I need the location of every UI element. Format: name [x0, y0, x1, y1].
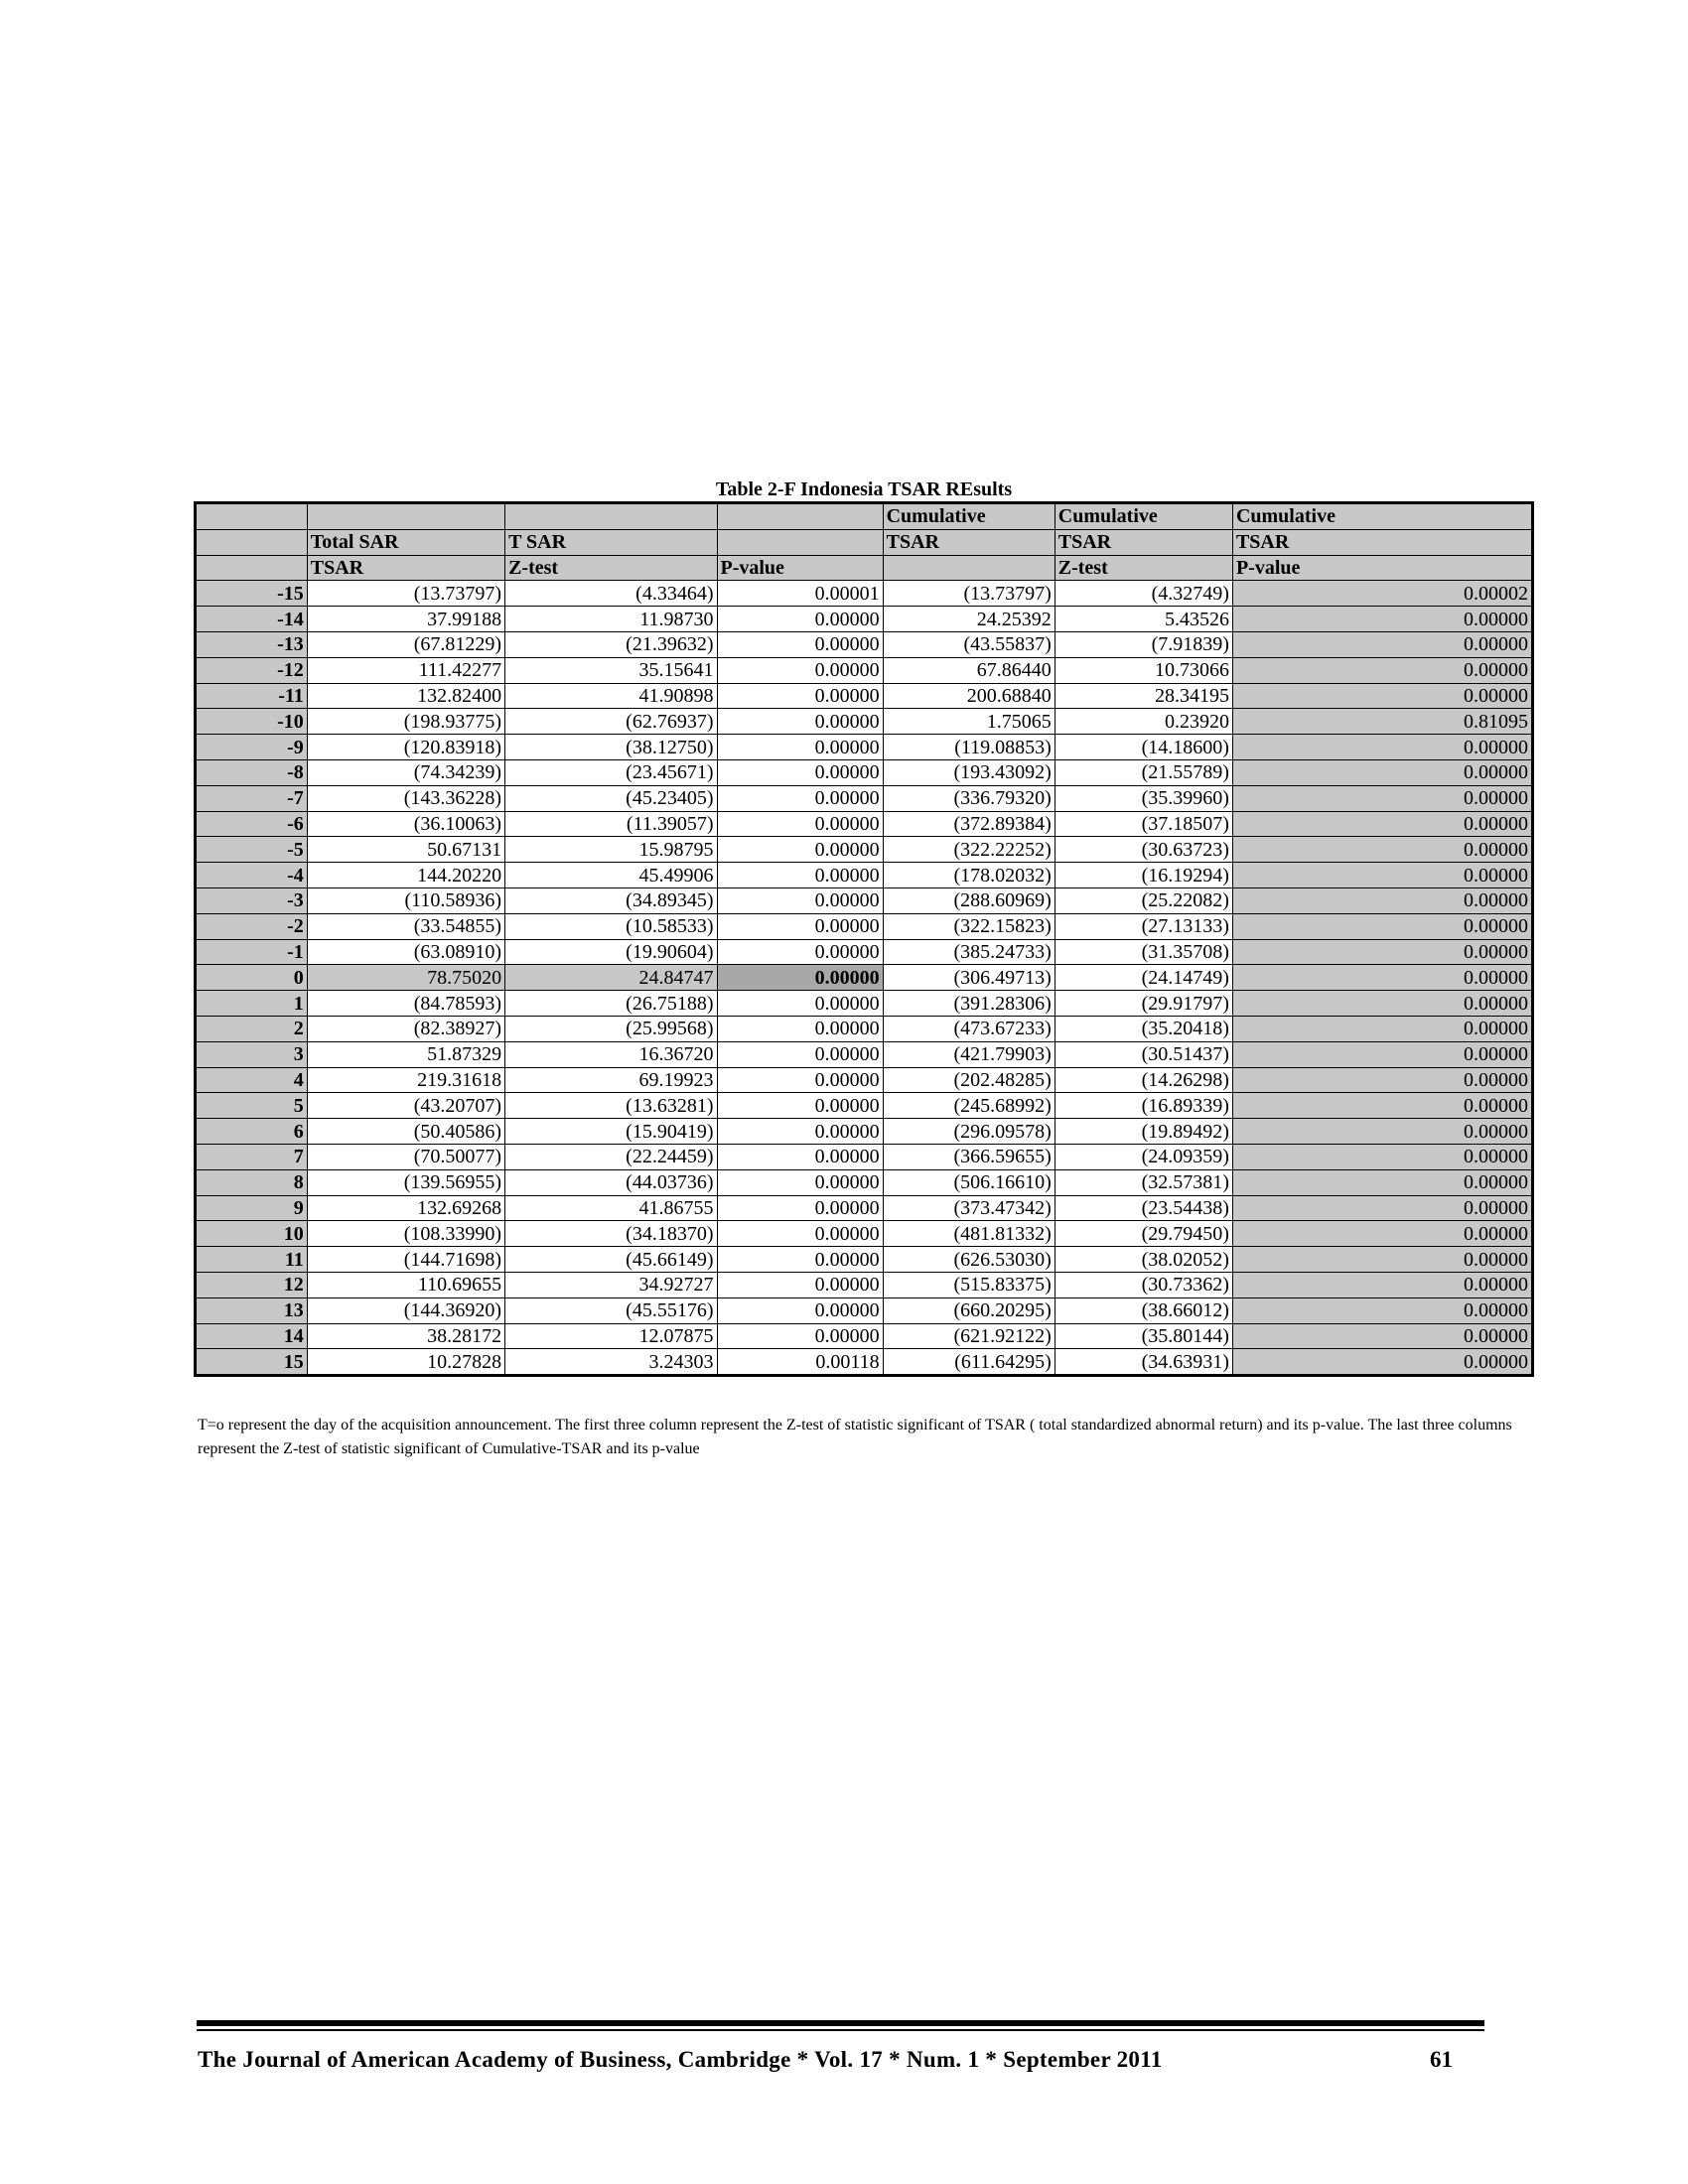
cell-day: -13 [196, 631, 308, 657]
cell-day: 1 [196, 991, 308, 1017]
cell-tsar-z-test: 35.15641 [505, 657, 717, 683]
cell-cumulative-z-test: (29.79450) [1055, 1221, 1232, 1247]
cell-cumulative-z-test: 10.73066 [1055, 657, 1232, 683]
cell-tsar-p-value: 0.00000 [717, 1119, 883, 1145]
table-row [196, 991, 1533, 1017]
header-row [196, 529, 1533, 555]
cell-tsar-z-test: (44.03736) [505, 1169, 717, 1195]
cell-tsar-p-value: 0.00000 [717, 1169, 883, 1195]
cell-tsar-z-test: (13.63281) [505, 1093, 717, 1119]
cell-tsar-p-value: 0.00000 [717, 1272, 883, 1297]
cell-total-sar-tsar: 51.87329 [307, 1041, 504, 1067]
cell-tsar-z-test: (62.76937) [505, 709, 717, 735]
cell-tsar-p-value: 0.00000 [717, 1144, 883, 1169]
cell-cumulative-tsar: (43.55837) [883, 631, 1055, 657]
cell-day: -3 [196, 887, 308, 913]
cell-cumulative-tsar: (13.73797) [883, 581, 1055, 607]
cell-cumulative-p-value: 0.00000 [1232, 1195, 1532, 1221]
table-row [196, 657, 1533, 683]
cell-cumulative-z-test: (30.63723) [1055, 837, 1232, 863]
table-caption: Table 2-F Indonesia TSAR REsults [715, 478, 1013, 500]
cell-cumulative-z-test: (34.63931) [1055, 1349, 1232, 1376]
cell-total-sar-tsar: (43.20707) [307, 1093, 504, 1119]
header-cell-cumulative-p-value: TSAR [1232, 529, 1532, 555]
cell-tsar-p-value: 0.00000 [717, 1323, 883, 1349]
cell-cumulative-z-test: (25.22082) [1055, 887, 1232, 913]
cell-tsar-z-test: (45.66149) [505, 1247, 717, 1273]
header-cell-cumulative-z-test: Cumulative [1055, 503, 1232, 530]
cell-tsar-p-value: 0.00000 [717, 1297, 883, 1323]
table-row [196, 1067, 1533, 1093]
header-cell-total-sar-tsar [307, 503, 504, 530]
cell-cumulative-z-test: (7.91839) [1055, 631, 1232, 657]
cell-cumulative-p-value: 0.00002 [1232, 581, 1532, 607]
cell-cumulative-p-value: 0.00000 [1232, 1119, 1532, 1145]
cell-day: 13 [196, 1297, 308, 1323]
cell-tsar-z-test: (34.18370) [505, 1221, 717, 1247]
table-row [196, 1297, 1533, 1323]
footer-page-number: 61 [1430, 2047, 1453, 2072]
cell-cumulative-p-value: 0.00000 [1232, 1221, 1532, 1247]
header-cell-total-sar-tsar: Total SAR [307, 529, 504, 555]
cell-total-sar-tsar: (70.50077) [307, 1144, 504, 1169]
cell-tsar-p-value: 0.00000 [717, 1016, 883, 1041]
cell-tsar-z-test: (19.90604) [505, 939, 717, 965]
cell-cumulative-p-value: 0.00000 [1232, 991, 1532, 1017]
table-row [196, 863, 1533, 888]
cell-tsar-z-test: 45.49906 [505, 863, 717, 888]
cell-cumulative-z-test: (21.55789) [1055, 759, 1232, 785]
cell-tsar-p-value: 0.00000 [717, 1041, 883, 1067]
cell-total-sar-tsar: (120.83918) [307, 735, 504, 760]
header-cell-total-sar-tsar: TSAR [307, 555, 504, 581]
cell-total-sar-tsar: 144.20220 [307, 863, 504, 888]
cell-tsar-z-test: 41.86755 [505, 1195, 717, 1221]
table-row [196, 759, 1533, 785]
table-row [196, 1221, 1533, 1247]
cell-cumulative-tsar: (515.83375) [883, 1272, 1055, 1297]
table-row [196, 1169, 1533, 1195]
cell-cumulative-z-test: 28.34195 [1055, 683, 1232, 709]
cell-tsar-z-test: (45.23405) [505, 785, 717, 811]
cell-day: 2 [196, 1016, 308, 1041]
cell-day: 3 [196, 1041, 308, 1067]
cell-cumulative-z-test: (35.20418) [1055, 1016, 1232, 1041]
cell-tsar-p-value: 0.00000 [717, 631, 883, 657]
cell-cumulative-tsar: (119.08853) [883, 735, 1055, 760]
cell-cumulative-tsar: (202.48285) [883, 1067, 1055, 1093]
cell-cumulative-tsar: (322.22252) [883, 837, 1055, 863]
cell-total-sar-tsar: 37.99188 [307, 607, 504, 632]
cell-total-sar-tsar: (144.71698) [307, 1247, 504, 1273]
cell-cumulative-tsar: (391.28306) [883, 991, 1055, 1017]
cell-day: 10 [196, 1221, 308, 1247]
cell-cumulative-tsar: (306.49713) [883, 965, 1055, 991]
cell-total-sar-tsar: (139.56955) [307, 1169, 504, 1195]
table-row [196, 735, 1533, 760]
cell-cumulative-tsar: (626.53030) [883, 1247, 1055, 1273]
footer-rule-thin [197, 2029, 1484, 2031]
table-row [196, 1272, 1533, 1297]
cell-cumulative-p-value: 0.00000 [1232, 811, 1532, 837]
cell-cumulative-p-value: 0.00000 [1232, 683, 1532, 709]
cell-tsar-p-value: 0.00000 [717, 683, 883, 709]
cell-day: -11 [196, 683, 308, 709]
cell-cumulative-p-value: 0.00000 [1232, 607, 1532, 632]
header-row [196, 503, 1533, 530]
cell-tsar-z-test: 16.36720 [505, 1041, 717, 1067]
cell-cumulative-z-test: (35.39960) [1055, 785, 1232, 811]
cell-cumulative-z-test: (30.73362) [1055, 1272, 1232, 1297]
cell-cumulative-z-test: (38.02052) [1055, 1247, 1232, 1273]
cell-tsar-z-test: (10.58533) [505, 913, 717, 939]
table-row [196, 1349, 1533, 1376]
cell-day: 9 [196, 1195, 308, 1221]
cell-cumulative-p-value: 0.00000 [1232, 965, 1532, 991]
cell-cumulative-z-test: (16.89339) [1055, 1093, 1232, 1119]
cell-total-sar-tsar: (143.36228) [307, 785, 504, 811]
cell-tsar-p-value: 0.00000 [717, 607, 883, 632]
cell-cumulative-z-test: (27.13133) [1055, 913, 1232, 939]
cell-tsar-p-value: 0.00000 [717, 1093, 883, 1119]
cell-total-sar-tsar: (82.38927) [307, 1016, 504, 1041]
header-cell-day [196, 555, 308, 581]
cell-day: 11 [196, 1247, 308, 1273]
cell-cumulative-tsar: (245.68992) [883, 1093, 1055, 1119]
cell-cumulative-p-value: 0.00000 [1232, 657, 1532, 683]
cell-cumulative-tsar: (421.79903) [883, 1041, 1055, 1067]
cell-tsar-p-value: 0.00000 [717, 735, 883, 760]
cell-day: 15 [196, 1349, 308, 1376]
table-row [196, 1247, 1533, 1273]
cell-cumulative-z-test: (29.91797) [1055, 991, 1232, 1017]
cell-cumulative-z-test: (4.32749) [1055, 581, 1232, 607]
table-row [196, 1093, 1533, 1119]
cell-cumulative-p-value: 0.00000 [1232, 1297, 1532, 1323]
cell-total-sar-tsar: 132.82400 [307, 683, 504, 709]
cell-cumulative-p-value: 0.00000 [1232, 1041, 1532, 1067]
cell-day: -10 [196, 709, 308, 735]
cell-cumulative-tsar: (322.15823) [883, 913, 1055, 939]
table-row [196, 887, 1533, 913]
cell-cumulative-tsar: 200.68840 [883, 683, 1055, 709]
table-row [196, 581, 1533, 607]
table-row [196, 811, 1533, 837]
cell-tsar-p-value: 0.00000 [717, 811, 883, 837]
table-body [196, 503, 1533, 1376]
cell-cumulative-z-test: (31.35708) [1055, 939, 1232, 965]
cell-tsar-z-test: (11.39057) [505, 811, 717, 837]
cell-tsar-z-test: 11.98730 [505, 607, 717, 632]
header-cell-tsar-z-test: Z-test [505, 555, 717, 581]
cell-total-sar-tsar: 219.31618 [307, 1067, 504, 1093]
cell-cumulative-z-test: (24.14749) [1055, 965, 1232, 991]
cell-cumulative-p-value: 0.00000 [1232, 1144, 1532, 1169]
cell-tsar-p-value: 0.00000 [717, 991, 883, 1017]
cell-day: 5 [196, 1093, 308, 1119]
cell-cumulative-tsar: (506.16610) [883, 1169, 1055, 1195]
cell-day: -8 [196, 759, 308, 785]
cell-day: 8 [196, 1169, 308, 1195]
cell-cumulative-p-value: 0.00000 [1232, 631, 1532, 657]
cell-total-sar-tsar: (67.81229) [307, 631, 504, 657]
cell-total-sar-tsar: (63.08910) [307, 939, 504, 965]
header-cell-tsar-z-test [505, 503, 717, 530]
cell-tsar-z-test: (34.89345) [505, 887, 717, 913]
cell-cumulative-p-value: 0.00000 [1232, 759, 1532, 785]
cell-cumulative-tsar: (296.09578) [883, 1119, 1055, 1145]
cell-cumulative-tsar: (178.02032) [883, 863, 1055, 888]
cell-total-sar-tsar: (50.40586) [307, 1119, 504, 1145]
cell-total-sar-tsar: (108.33990) [307, 1221, 504, 1247]
table-row [196, 1195, 1533, 1221]
cell-tsar-p-value: 0.00000 [717, 965, 883, 991]
table-row [196, 965, 1533, 991]
cell-day: 12 [196, 1272, 308, 1297]
table-row [196, 939, 1533, 965]
cell-day: -6 [196, 811, 308, 837]
cell-total-sar-tsar: (74.34239) [307, 759, 504, 785]
cell-tsar-z-test: 12.07875 [505, 1323, 717, 1349]
cell-tsar-z-test: (45.55176) [505, 1297, 717, 1323]
cell-day: -4 [196, 863, 308, 888]
cell-cumulative-p-value: 0.00000 [1232, 735, 1532, 760]
cell-tsar-z-test: 24.84747 [505, 965, 717, 991]
cell-day: -7 [196, 785, 308, 811]
cell-cumulative-p-value: 0.00000 [1232, 887, 1532, 913]
cell-tsar-z-test: 69.19923 [505, 1067, 717, 1093]
cell-cumulative-p-value: 0.00000 [1232, 863, 1532, 888]
header-cell-cumulative-z-test: TSAR [1055, 529, 1232, 555]
header-row [196, 555, 1533, 581]
cell-day: -15 [196, 581, 308, 607]
cell-cumulative-z-test: (14.18600) [1055, 735, 1232, 760]
cell-tsar-z-test: 3.24303 [505, 1349, 717, 1376]
header-cell-cumulative-tsar: TSAR [883, 529, 1055, 555]
cell-cumulative-z-test: (35.80144) [1055, 1323, 1232, 1349]
cell-total-sar-tsar: (13.73797) [307, 581, 504, 607]
cell-tsar-p-value: 0.00000 [717, 1247, 883, 1273]
cell-cumulative-tsar: (288.60969) [883, 887, 1055, 913]
table-note: T=o represent the day of the acquisition announcement. The first three column represent the Z-test of statistic significant of TSAR ( total standardized abnormal return) and its p-value. The last three columns represent the Z-test of statistic significant of Cumulative-TSAR and its p-value [198, 1417, 1512, 1457]
header-cell-tsar-p-value [717, 503, 883, 530]
cell-cumulative-p-value: 0.00000 [1232, 785, 1532, 811]
cell-cumulative-tsar: (372.89384) [883, 811, 1055, 837]
cell-day: -14 [196, 607, 308, 632]
cell-cumulative-tsar: 24.25392 [883, 607, 1055, 632]
cell-cumulative-z-test: (19.89492) [1055, 1119, 1232, 1145]
cell-cumulative-p-value: 0.00000 [1232, 1016, 1532, 1041]
cell-tsar-p-value: 0.00000 [717, 837, 883, 863]
cell-tsar-z-test: (38.12750) [505, 735, 717, 760]
table-row [196, 785, 1533, 811]
cell-tsar-p-value: 0.00000 [717, 1195, 883, 1221]
cell-cumulative-tsar: (366.59655) [883, 1144, 1055, 1169]
cell-total-sar-tsar: (84.78593) [307, 991, 504, 1017]
table-row [196, 683, 1533, 709]
table-row [196, 607, 1533, 632]
cell-tsar-z-test: (23.45671) [505, 759, 717, 785]
cell-tsar-p-value: 0.00000 [717, 657, 883, 683]
cell-cumulative-tsar: (336.79320) [883, 785, 1055, 811]
cell-day: 6 [196, 1119, 308, 1145]
cell-tsar-p-value: 0.00000 [717, 913, 883, 939]
cell-cumulative-z-test: (23.54438) [1055, 1195, 1232, 1221]
cell-total-sar-tsar: (33.54855) [307, 913, 504, 939]
cell-cumulative-tsar: 1.75065 [883, 709, 1055, 735]
cell-cumulative-tsar: (473.67233) [883, 1016, 1055, 1041]
tsar-results-table [194, 501, 1534, 1377]
header-cell-cumulative-p-value: P-value [1232, 555, 1532, 581]
cell-tsar-p-value: 0.00000 [717, 785, 883, 811]
cell-tsar-z-test: (21.39632) [505, 631, 717, 657]
cell-cumulative-z-test: (37.18507) [1055, 811, 1232, 837]
cell-total-sar-tsar: (144.36920) [307, 1297, 504, 1323]
cell-cumulative-z-test: (30.51437) [1055, 1041, 1232, 1067]
table-row [196, 1016, 1533, 1041]
cell-day: -1 [196, 939, 308, 965]
cell-day: 4 [196, 1067, 308, 1093]
header-cell-cumulative-tsar [883, 555, 1055, 581]
cell-cumulative-p-value: 0.00000 [1232, 1247, 1532, 1273]
cell-cumulative-p-value: 0.00000 [1232, 1349, 1532, 1376]
cell-total-sar-tsar: (110.58936) [307, 887, 504, 913]
cell-day: -5 [196, 837, 308, 863]
cell-cumulative-tsar: (481.81332) [883, 1221, 1055, 1247]
cell-total-sar-tsar: 10.27828 [307, 1349, 504, 1376]
cell-cumulative-z-test: (38.66012) [1055, 1297, 1232, 1323]
cell-cumulative-p-value: 0.00000 [1232, 1272, 1532, 1297]
cell-tsar-z-test: 15.98795 [505, 837, 717, 863]
cell-day: 7 [196, 1144, 308, 1169]
cell-tsar-z-test: (15.90419) [505, 1119, 717, 1145]
cell-day: -12 [196, 657, 308, 683]
cell-cumulative-p-value: 0.00000 [1232, 913, 1532, 939]
cell-tsar-p-value: 0.00000 [717, 1067, 883, 1093]
header-cell-cumulative-p-value: Cumulative [1232, 503, 1532, 530]
cell-cumulative-z-test: (14.26298) [1055, 1067, 1232, 1093]
cell-total-sar-tsar: 50.67131 [307, 837, 504, 863]
cell-cumulative-tsar: (385.24733) [883, 939, 1055, 965]
header-cell-tsar-z-test: T SAR [505, 529, 717, 555]
cell-cumulative-p-value: 0.00000 [1232, 1067, 1532, 1093]
cell-tsar-p-value: 0.00000 [717, 863, 883, 888]
table-row [196, 1041, 1533, 1067]
cell-cumulative-tsar: (621.92122) [883, 1323, 1055, 1349]
cell-tsar-p-value: 0.00118 [717, 1349, 883, 1376]
cell-day: -9 [196, 735, 308, 760]
cell-tsar-p-value: 0.00000 [717, 939, 883, 965]
table-row [196, 1119, 1533, 1145]
cell-cumulative-z-test: 0.23920 [1055, 709, 1232, 735]
cell-cumulative-z-test: 5.43526 [1055, 607, 1232, 632]
cell-tsar-p-value: 0.00000 [717, 887, 883, 913]
cell-tsar-p-value: 0.00000 [717, 1221, 883, 1247]
cell-cumulative-p-value: 0.00000 [1232, 1169, 1532, 1195]
cell-tsar-z-test: (4.33464) [505, 581, 717, 607]
table-row [196, 913, 1533, 939]
cell-total-sar-tsar: 38.28172 [307, 1323, 504, 1349]
cell-total-sar-tsar: (36.10063) [307, 811, 504, 837]
cell-cumulative-tsar: (373.47342) [883, 1195, 1055, 1221]
cell-cumulative-p-value: 0.00000 [1232, 837, 1532, 863]
cell-tsar-p-value: 0.00000 [717, 759, 883, 785]
header-cell-day [196, 503, 308, 530]
cell-tsar-p-value: 0.00001 [717, 581, 883, 607]
cell-cumulative-z-test: (32.57381) [1055, 1169, 1232, 1195]
cell-tsar-z-test: 41.90898 [505, 683, 717, 709]
cell-cumulative-tsar: (193.43092) [883, 759, 1055, 785]
table-row [196, 837, 1533, 863]
cell-total-sar-tsar: 78.75020 [307, 965, 504, 991]
cell-cumulative-p-value: 0.00000 [1232, 1093, 1532, 1119]
footer-rule-thick [197, 2020, 1484, 2026]
header-cell-cumulative-tsar: Cumulative [883, 503, 1055, 530]
header-cell-tsar-p-value: P-value [717, 555, 883, 581]
header-cell-cumulative-z-test: Z-test [1055, 555, 1232, 581]
cell-day: 14 [196, 1323, 308, 1349]
cell-cumulative-tsar: 67.86440 [883, 657, 1055, 683]
cell-total-sar-tsar: 110.69655 [307, 1272, 504, 1297]
cell-cumulative-p-value: 0.81095 [1232, 709, 1532, 735]
cell-day: -2 [196, 913, 308, 939]
footer-journal-citation: The Journal of American Academy of Business, Cambridge * Vol. 17 * Num. 1 * September 2011 [198, 2047, 1163, 2072]
cell-tsar-z-test: (22.24459) [505, 1144, 717, 1169]
cell-cumulative-z-test: (24.09359) [1055, 1144, 1232, 1169]
table-row [196, 1144, 1533, 1169]
cell-cumulative-tsar: (611.64295) [883, 1349, 1055, 1376]
cell-total-sar-tsar: (198.93775) [307, 709, 504, 735]
cell-cumulative-p-value: 0.00000 [1232, 939, 1532, 965]
cell-tsar-p-value: 0.00000 [717, 709, 883, 735]
cell-cumulative-p-value: 0.00000 [1232, 1323, 1532, 1349]
cell-tsar-z-test: (26.75188) [505, 991, 717, 1017]
cell-cumulative-z-test: (16.19294) [1055, 863, 1232, 888]
cell-cumulative-tsar: (660.20295) [883, 1297, 1055, 1323]
cell-total-sar-tsar: 111.42277 [307, 657, 504, 683]
table-row [196, 631, 1533, 657]
table-row [196, 1323, 1533, 1349]
cell-tsar-z-test: (25.99568) [505, 1016, 717, 1041]
cell-day: 0 [196, 965, 308, 991]
header-cell-day [196, 529, 308, 555]
table-row [196, 709, 1533, 735]
cell-tsar-z-test: 34.92727 [505, 1272, 717, 1297]
header-cell-tsar-p-value [717, 529, 883, 555]
cell-total-sar-tsar: 132.69268 [307, 1195, 504, 1221]
